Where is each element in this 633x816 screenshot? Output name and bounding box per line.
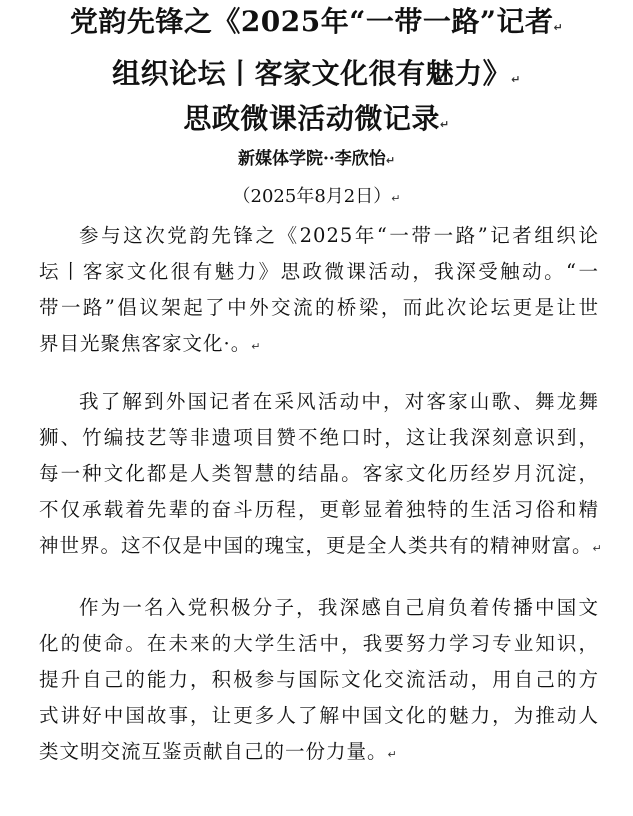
paragraph-line-text: 神世界。这不仅是中国的瑰宝，更是全人类共有的精神财富。 (39, 534, 593, 557)
paragraph-line: 提升自己的能力，积极参与国际文化交流活动，用自己的方 (39, 668, 599, 691)
title-text-2: 组织论坛丨客家文化很有魅力》 (112, 57, 512, 90)
paragraph-line: 式讲好中国故事，让更多人了解中国文化的魅力，为推动人 (39, 704, 599, 727)
body-paragraph-3 (39, 590, 599, 770)
paragraph-mark: ↵ (511, 73, 521, 86)
paragraph-mark: ↵ (391, 192, 401, 205)
paragraph-line: 参与这次党韵先锋之《2025年“一带一路”记者组织论 (79, 224, 599, 247)
body-paragraph-2 (39, 384, 603, 564)
author-line (0, 148, 633, 172)
title-text-1: 党韵先锋之《2025年“一带一路”记者 (69, 5, 554, 38)
paragraph-mark: ↵ (553, 21, 564, 34)
document-title-line-3 (0, 102, 633, 142)
paragraph-line: 不仅承载着先辈的奋斗历程，更彰显着独特的生活习俗和精 (39, 498, 599, 521)
author-text: 新媒体学院··李欣怡 (237, 149, 386, 169)
paragraph-mark: ↵ (592, 542, 603, 555)
date-line (0, 185, 633, 211)
paragraph-line-last (39, 734, 599, 770)
paragraph-mark: ↵ (251, 340, 262, 353)
document-title-line-1 (0, 5, 633, 45)
paragraph-mark: ↵ (385, 154, 396, 167)
paragraph-line-last (39, 528, 603, 564)
paragraph-line: 化的使命。在未来的大学生活中，我要努力学习专业知识， (39, 632, 599, 655)
paragraph-line: 我了解到外国记者在采风活动中，对客家山歌、舞龙舞 (79, 390, 599, 413)
paragraph-line: 狮、竹编技艺等非遗项目赞不绝口时，这让我深刻意识到， (39, 426, 599, 449)
paragraph-line: 坛丨客家文化很有魅力》思政微课活动，我深受触动。“一 (39, 260, 599, 283)
date-text: （2025年8月2日） (232, 186, 392, 207)
body-paragraph-1 (39, 218, 599, 362)
paragraph-line-text: 类文明交流互鉴贡献自己的一份力量。 (39, 740, 388, 763)
paragraph-line: 带一路”倡议架起了中外交流的桥梁，而此次论坛更是让世 (39, 296, 599, 319)
paragraph-line-text: 界目光聚焦客家文化·。 (39, 332, 252, 355)
paragraph-line: 作为一名入党积极分子，我深感自己肩负着传播中国文 (79, 596, 599, 619)
paragraph-line: 每一种文化都是人类智慧的结晶。客家文化历经岁月沉淀， (39, 462, 599, 485)
paragraph-line-last (39, 326, 599, 362)
paragraph-mark: ↵ (387, 748, 398, 761)
paragraph-mark: ↵ (439, 118, 450, 131)
document-title-line-2 (0, 57, 633, 97)
title-text-3: 思政微课活动微记录 (183, 102, 440, 135)
